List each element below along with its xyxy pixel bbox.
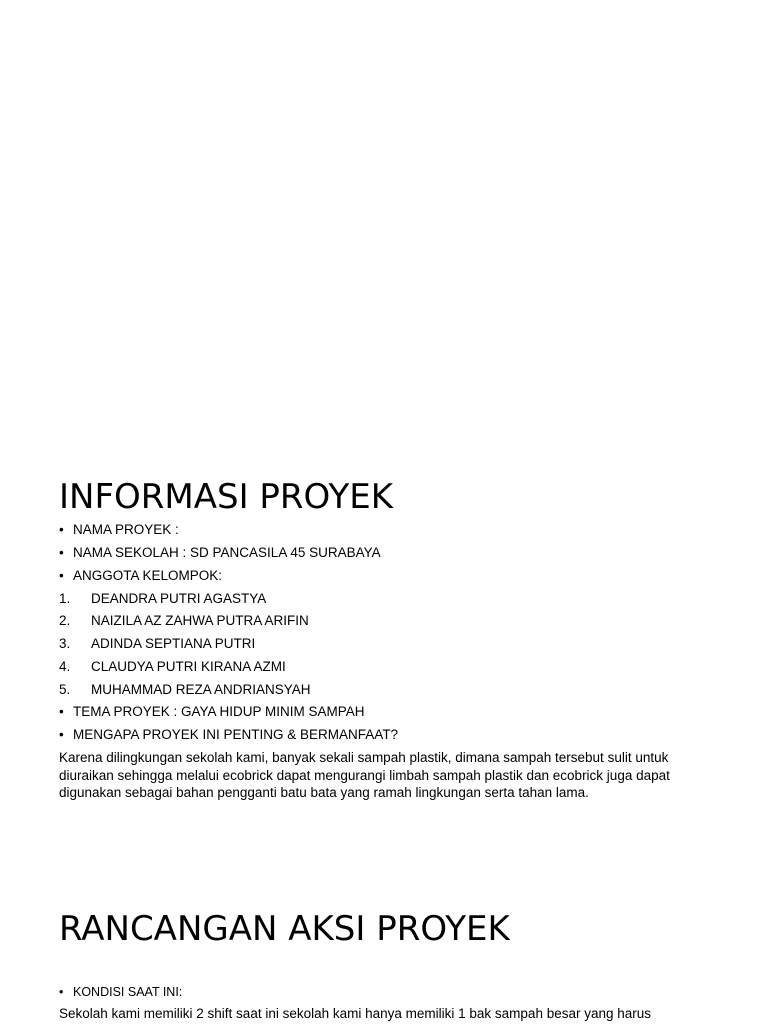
list-item-text: NAMA SEKOLAH : SD PANCASILA 45 SURABAYA [73, 545, 381, 560]
list-item [59, 543, 381, 563]
bullet-marker: • [59, 568, 64, 583]
list-item-text: NAMA PROYEK : [73, 522, 179, 537]
list-item-text: MUHAMMAD REZA ANDRIANSYAH [91, 682, 311, 697]
list-item-text: MENGAPA PROYEK INI PENTING & BERMANFAAT? [73, 727, 399, 742]
bullet-marker: • [59, 522, 64, 537]
explanation-paragraph: Karena dilingkungan sekolah kami, banyak sekali sampah plastik, dimana sampah tersebut sulit untuk diuraikan sehingga melalui ecobrick dapat mengurangi limbah sampah plastik dan ecobrick juga dapat digunakan sebagai bahan pengganti batu bata yang ramah lingkungan serta tahan lama. [59, 750, 670, 800]
bullet-marker: • [59, 545, 64, 560]
number-marker: 4. [59, 659, 71, 674]
number-marker: 1. [59, 591, 71, 606]
list-item [59, 982, 182, 1002]
condition-paragraph: Sekolah kami memiliki 2 shift saat ini sekolah kami hanya memiliki 1 bak sampah besar yang harus [59, 1006, 652, 1021]
list-item [59, 566, 222, 586]
numbered-item [59, 657, 286, 677]
numbered-item [59, 589, 266, 609]
number-marker: 5. [59, 682, 71, 697]
list-item-text: ADINDA SEPTIANA PUTRI [91, 636, 256, 651]
list-item-text: DEANDRA PUTRI AGASTYA [91, 591, 267, 606]
numbered-item [59, 611, 309, 631]
number-marker: 2. [59, 613, 71, 628]
bullet-marker: • [59, 704, 64, 719]
slide-rancangan-aksi-proyek [0, 830, 768, 1024]
bullet-marker: • [59, 985, 64, 999]
number-marker: 3. [59, 636, 71, 651]
list-item-text: CLAUDYA PUTRI KIRANA AZMI [91, 659, 286, 674]
list-item [59, 725, 398, 745]
slide-title: INFORMASI PROYEK [59, 477, 393, 517]
numbered-item [59, 680, 311, 700]
bullet-marker: • [59, 727, 64, 742]
list-item-text: ANGGOTA KELOMPOK: [73, 568, 223, 583]
list-item-text: TEMA PROYEK : GAYA HIDUP MINIM SAMPAH [73, 704, 365, 719]
list-item [59, 520, 179, 540]
list-item-text: KONDISI SAAT INI: [73, 985, 183, 999]
list-item [59, 702, 365, 722]
slide-title: RANCANGAN AKSI PROYEK [59, 909, 510, 949]
list-item-text: NAIZILA AZ ZAHWA PUTRA ARIFIN [91, 613, 309, 628]
numbered-item [59, 634, 255, 654]
